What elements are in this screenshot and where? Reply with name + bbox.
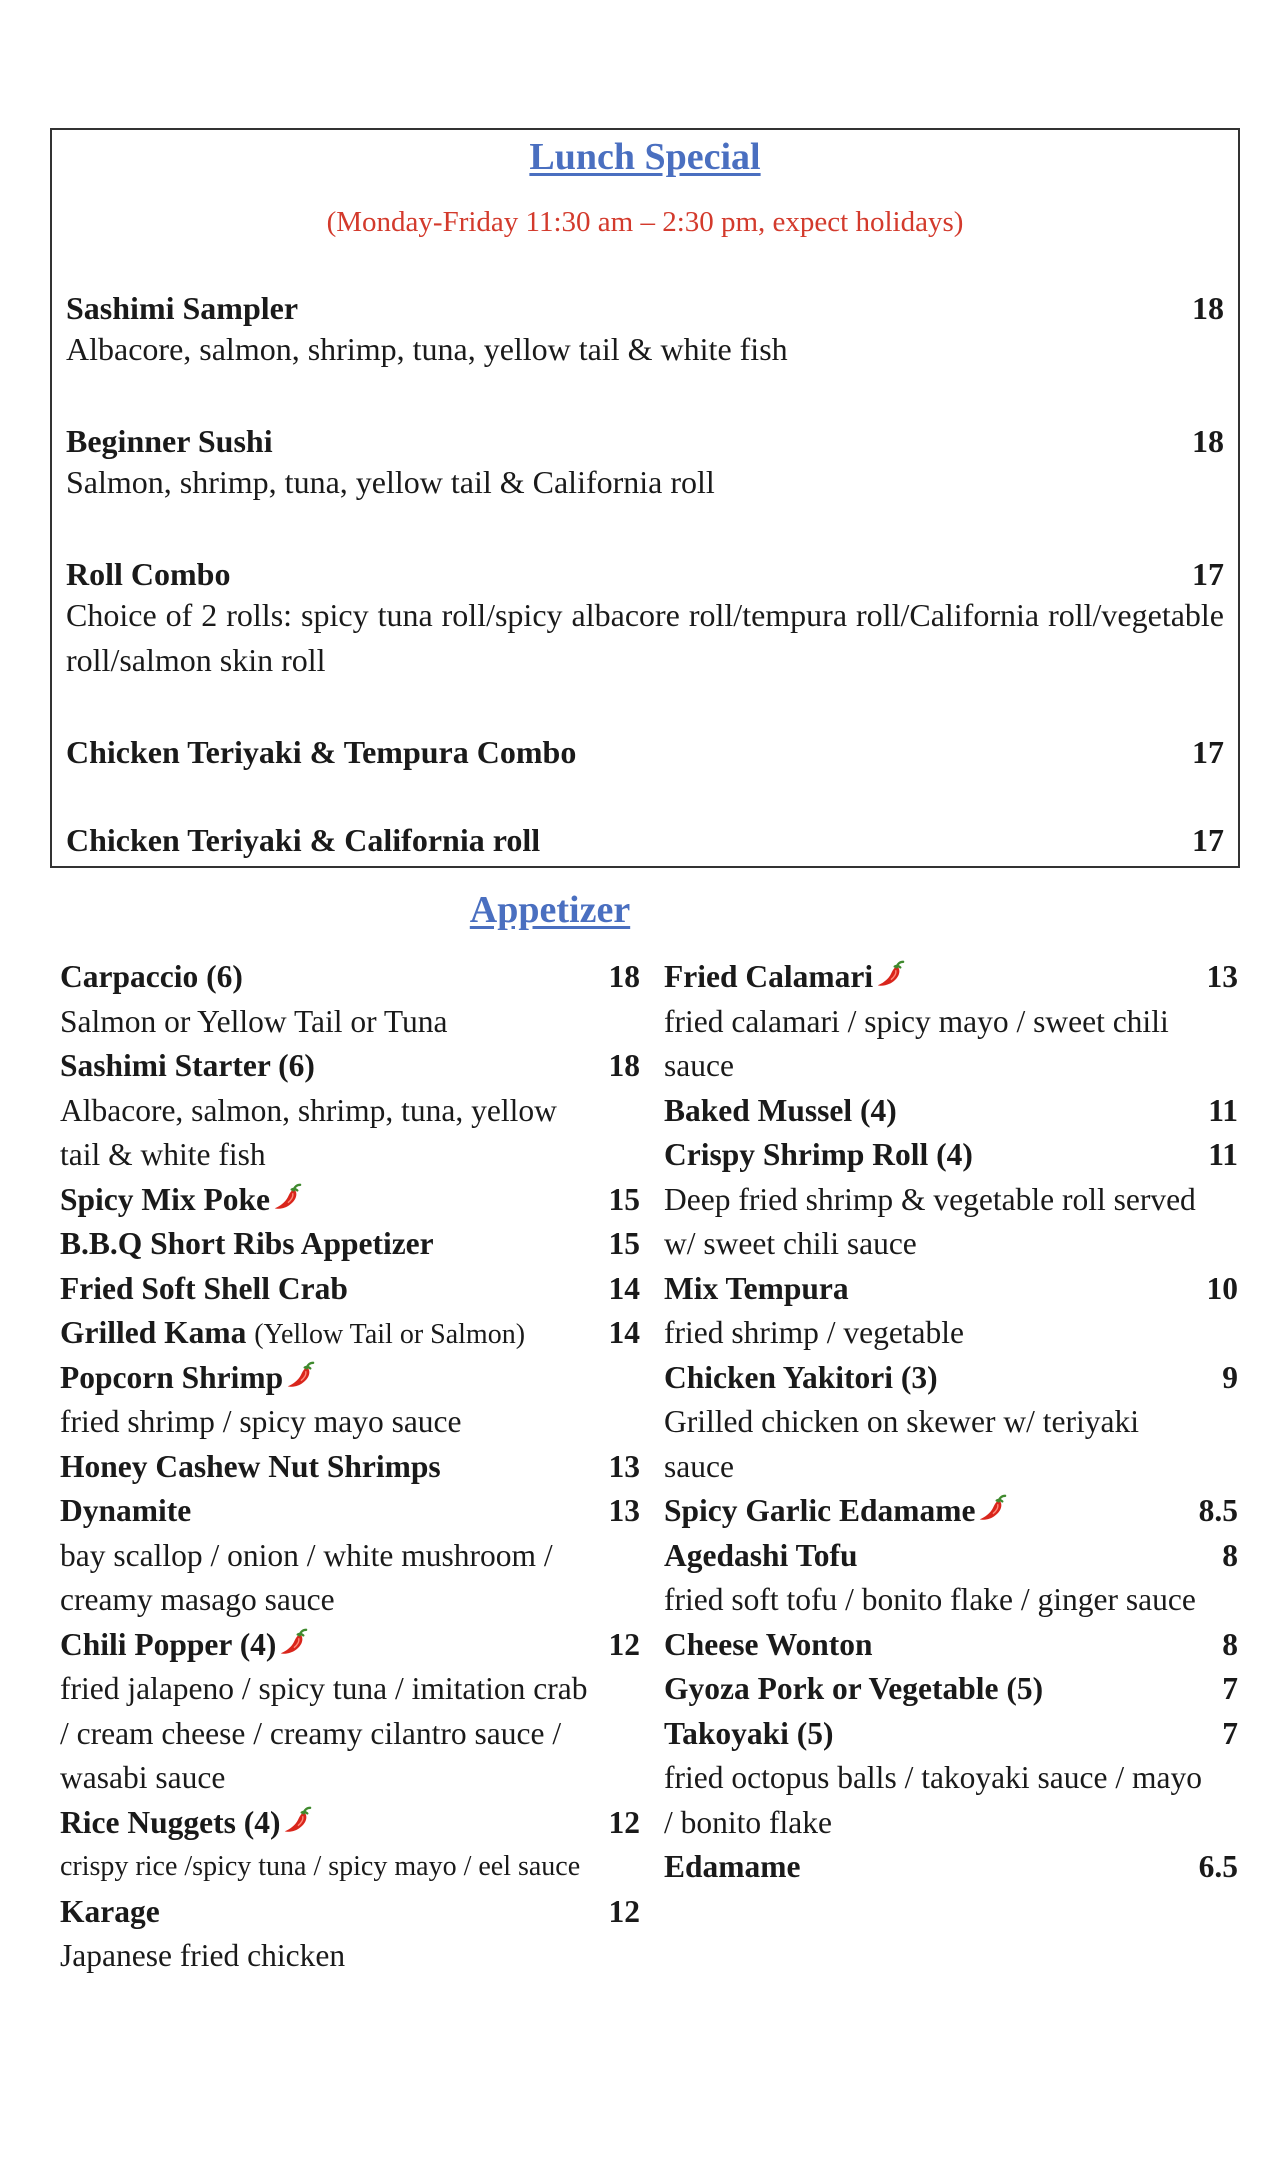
item-description: wasabi sauce: [60, 1760, 226, 1795]
appetizer-item: [664, 1845, 1238, 1890]
appetizer-item: [60, 1890, 640, 1935]
item-price: 17: [1192, 822, 1224, 858]
appetizer-item: [664, 1534, 1238, 1579]
item-name: Agedashi Tofu: [664, 1537, 858, 1573]
item-name: Baked Mussel (4): [664, 1092, 897, 1128]
appetizer-item: [60, 1489, 640, 1534]
item-description: Salmon or Yellow Tail or Tuna: [60, 1003, 448, 1039]
item-price: 17: [1192, 734, 1224, 770]
lunch-hours: (Monday-Friday 11:30 am – 2:30 pm, expect holidays): [326, 206, 964, 238]
item-name-group: [60, 1178, 302, 1223]
item-name-group: [664, 1489, 1007, 1534]
appetizer-item: [60, 1623, 640, 1668]
appetizer-item: [664, 1356, 1238, 1401]
appetizer-item: [664, 1489, 1238, 1534]
item-price: 9: [1222, 1359, 1238, 1395]
item-price: 12: [608, 1626, 640, 1662]
item-name: Chicken Teriyaki & Tempura Combo: [66, 734, 577, 770]
item-name-group: [60, 1890, 160, 1935]
item-name: Grilled Kama: [60, 1315, 247, 1350]
item-description: tail & white fish: [60, 1137, 266, 1172]
item-price: 14: [608, 1270, 640, 1306]
item-name: Popcorn Shrimp: [60, 1359, 284, 1395]
appetizer-item: [60, 1801, 640, 1846]
item-name-group: [60, 1445, 441, 1490]
item-name-group: [664, 1133, 973, 1178]
item-name: Mix Tempura: [664, 1270, 849, 1306]
item-name: Gyoza Pork or Vegetable (5): [664, 1671, 1044, 1706]
item-name: Sashimi Sampler: [66, 290, 299, 326]
item-price: 7: [1222, 1715, 1238, 1751]
item-price: 14: [608, 1315, 640, 1350]
item-description: fried shrimp / vegetable: [664, 1315, 965, 1350]
item-price: 8: [1222, 1537, 1238, 1573]
item-name: Spicy Garlic Edamame: [664, 1493, 976, 1528]
item-name-group: [60, 1311, 525, 1358]
lunch-item: [66, 822, 1224, 859]
item-description: sauce: [664, 1448, 734, 1484]
item-price: 12: [608, 1893, 640, 1929]
chili-pepper-icon: [278, 1627, 308, 1657]
item-description: Albacore, salmon, shrimp, tuna, yellow tail & white fish: [66, 331, 788, 367]
item-name-group: [664, 955, 905, 1000]
item-name: Cheese Wonton: [664, 1626, 873, 1662]
item-price: 18: [1192, 290, 1224, 326]
item-name-group: [664, 1667, 1043, 1712]
item-description: creamy masago sauce: [60, 1582, 335, 1617]
appetizer-item: [60, 1178, 640, 1223]
item-name-group: [664, 1712, 834, 1757]
appetizer-item: [664, 1267, 1238, 1312]
item-price: 15: [608, 1181, 640, 1217]
appetizer-item: [664, 955, 1238, 1000]
item-name: Dynamite: [60, 1493, 192, 1528]
item-description: fried soft tofu / bonito flake / ginger sauce: [664, 1582, 1196, 1617]
item-name: Edamame: [664, 1849, 801, 1884]
item-price: 7: [1222, 1671, 1238, 1706]
chili-pepper-icon: [272, 1182, 302, 1212]
lunch-item: [66, 290, 1224, 372]
item-name: Crispy Shrimp Roll (4): [664, 1137, 973, 1172]
lunch-special-box: [50, 128, 1240, 868]
item-name-group: [664, 1845, 801, 1890]
item-name: Chicken Teriyaki & California roll: [66, 822, 541, 858]
item-price: 18: [608, 1048, 640, 1083]
item-name: Takoyaki (5): [664, 1715, 834, 1751]
item-price: 15: [608, 1226, 640, 1261]
item-description: / cream cheese / creamy cilantro sauce /: [60, 1715, 562, 1751]
item-description: sauce: [664, 1048, 734, 1083]
appetizer-column-left: [60, 955, 640, 1979]
item-name-group: [60, 1801, 312, 1846]
item-price: 12: [608, 1804, 640, 1840]
item-name-group: [60, 1222, 434, 1267]
appetizer-item: [60, 1222, 640, 1267]
appetizer-item: [664, 1712, 1238, 1757]
appetizer-title: Appetizer: [469, 889, 631, 931]
item-name: Roll Combo: [66, 556, 231, 592]
item-name: Fried Calamari: [664, 959, 874, 994]
chili-pepper-icon: [285, 1360, 315, 1390]
item-name: Sashimi Starter (6): [60, 1048, 315, 1083]
item-name: Karage: [60, 1893, 160, 1929]
appetizer-item: [60, 1044, 640, 1089]
item-description: fried jalapeno / spicy tuna / imitation crab: [60, 1671, 588, 1706]
item-description: Albacore, salmon, shrimp, tuna, yellow: [60, 1092, 557, 1128]
item-description: w/ sweet chili sauce: [664, 1226, 917, 1261]
item-description: Choice of 2 rolls: spicy tuna roll/spicy albacore roll/tempura roll/California roll/vegetable roll/salmon skin roll: [66, 597, 1224, 678]
item-description: Grilled chicken on skewer w/ teriyaki: [664, 1404, 1139, 1439]
lunch-special-title: Lunch Special: [529, 136, 761, 178]
item-name: B.B.Q Short Ribs Appetizer: [60, 1226, 434, 1261]
chili-pepper-icon: [282, 1805, 312, 1835]
item-name: Chili Popper (4): [60, 1626, 277, 1662]
item-price: 11: [1208, 1092, 1238, 1128]
item-price: 11: [1208, 1137, 1238, 1172]
item-name-group: [60, 1044, 315, 1089]
item-description: Salmon, shrimp, tuna, yellow tail & California roll: [66, 464, 715, 500]
item-description: fried shrimp / spicy mayo sauce: [60, 1404, 462, 1439]
item-name-group: [664, 1534, 857, 1579]
item-name-group: [664, 1089, 897, 1134]
item-name: Rice Nuggets (4): [60, 1804, 281, 1840]
item-description: fried calamari / spicy mayo / sweet chili: [664, 1003, 1169, 1039]
appetizer-item: [664, 1623, 1238, 1668]
item-description: bay scallop / onion / white mushroom /: [60, 1537, 553, 1573]
item-description: / bonito flake: [664, 1804, 832, 1840]
item-price: 17: [1192, 556, 1224, 592]
chili-pepper-icon: [977, 1493, 1007, 1523]
item-name-group: [664, 1623, 873, 1668]
appetizer-item: [664, 1089, 1238, 1134]
item-price: 8.5: [1198, 1493, 1238, 1528]
lunch-item: [66, 556, 1224, 683]
item-name-group: [60, 1267, 348, 1312]
item-name: Fried Soft Shell Crab: [60, 1270, 348, 1306]
item-name-group: [60, 1623, 308, 1668]
item-description: fried octopus balls / takoyaki sauce / mayo: [664, 1760, 1202, 1795]
item-price: 8: [1222, 1626, 1238, 1662]
appetizer-item: [60, 955, 640, 1000]
item-name-group: [60, 1489, 191, 1534]
item-price: 18: [608, 959, 640, 994]
item-name: Honey Cashew Nut Shrimps: [60, 1448, 441, 1484]
chili-pepper-icon: [875, 959, 905, 989]
item-name-group: [664, 1267, 849, 1312]
item-name: Carpaccio (6): [60, 959, 243, 994]
item-description: Deep fried shrimp & vegetable roll served: [664, 1181, 1196, 1217]
appetizer-column-right: [664, 955, 1238, 1890]
item-name-group: [664, 1356, 938, 1401]
item-price: 13: [608, 1493, 640, 1528]
appetizer-item: [664, 1667, 1238, 1712]
item-name-group: [60, 955, 243, 1000]
item-name: Chicken Yakitori (3): [664, 1359, 938, 1395]
item-description: crispy rice /spicy tuna / spicy mayo / eel sauce: [60, 1851, 581, 1882]
item-description: Japanese fried chicken: [60, 1938, 346, 1973]
item-name: Spicy Mix Poke: [60, 1181, 270, 1217]
item-price: 13: [608, 1448, 640, 1484]
lunch-item: [66, 423, 1224, 505]
lunch-item: [66, 734, 1224, 771]
item-name: Beginner Sushi: [66, 423, 273, 459]
appetizer-item: [60, 1267, 640, 1312]
item-subtitle: (Yellow Tail or Salmon): [254, 1319, 526, 1350]
item-price: 6.5: [1198, 1849, 1238, 1884]
item-name-group: [60, 1356, 315, 1401]
item-price: 10: [1206, 1270, 1238, 1306]
item-price: 13: [1206, 959, 1238, 994]
appetizer-item: [60, 1311, 640, 1356]
appetizer-item: [60, 1445, 640, 1490]
appetizer-item: [664, 1133, 1238, 1178]
appetizer-item: [60, 1356, 640, 1401]
item-price: 18: [1192, 423, 1224, 459]
